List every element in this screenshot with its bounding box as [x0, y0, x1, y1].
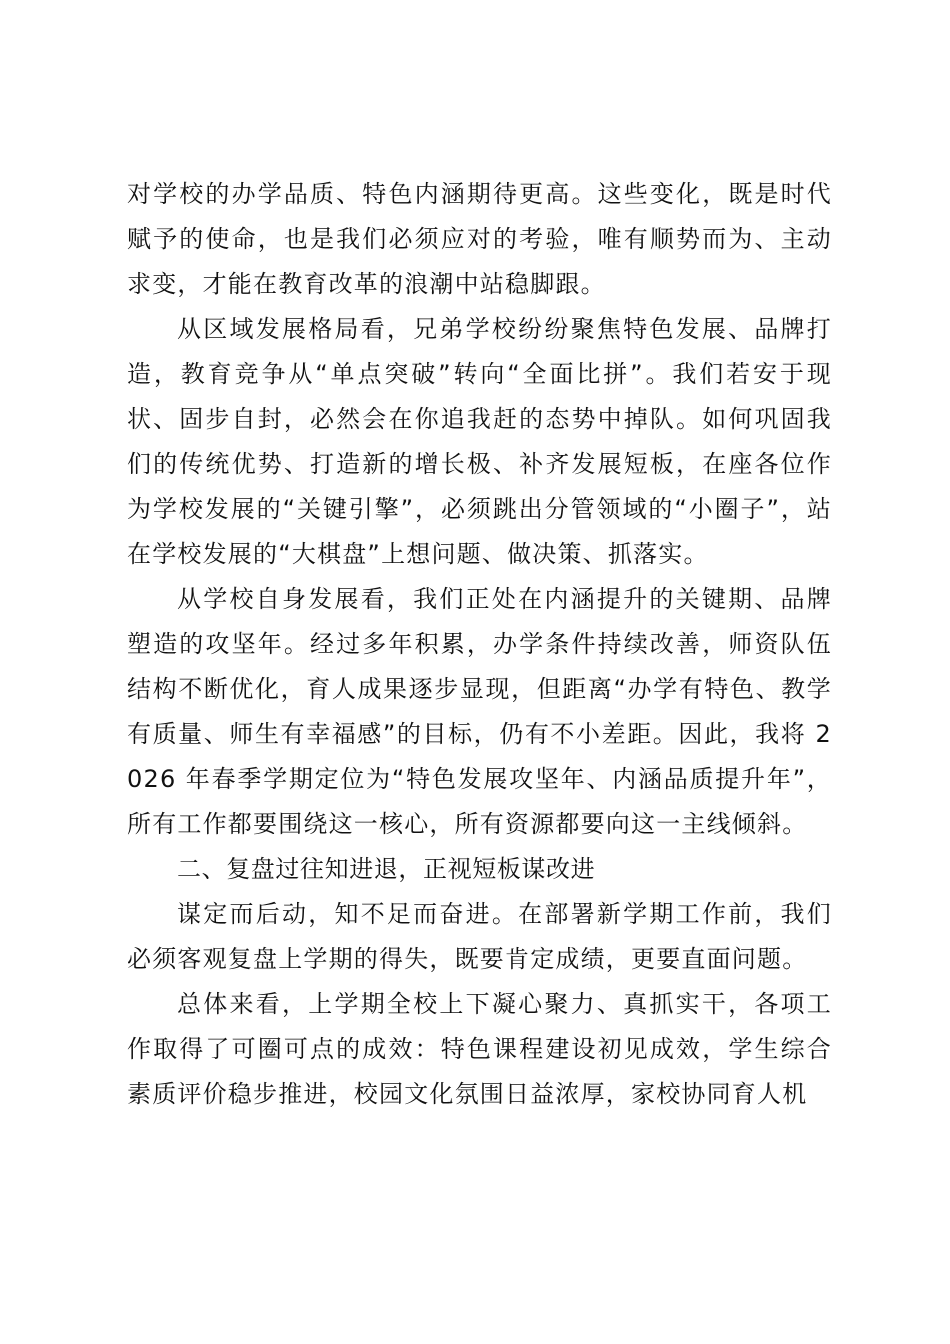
section-heading-review: 二、复盘过往知进退，正视短板谋改进	[177, 855, 596, 883]
paragraph-continuation: 对学校的办学品质、特色内涵期待更高。这些变化，既是时代赋予的使命，也是我们必须应对的考验，唯有顺势而为、主动求变，才能在教育改革的浪潮中站稳脚跟。	[127, 180, 832, 298]
paragraph-overall-summary: 总体来看，上学期全校上下凝心聚力、真抓实干，各项工作取得了可圈可点的成效：特色课程建设初见成效，学生综合素质评价稳步推进，校园文化氛围日益浓厚，家校协同育人机	[127, 990, 832, 1108]
paragraph-regional-development: 从区域发展格局看，兄弟学校纷纷聚焦特色发展、品牌打造，教育竞争从“单点突破”转向“全面比拼”。我们若安于现状、固步自封，必然会在你追我赶的态势中掉队。如何巩固我们的传统优势、打造新的增长极、补齐发展短板，在座各位作为学校发展的“关键引擎”，必须跳出分管领域的“小圈子”，站在学校发展的“大棋盘”上想问题、做决策、抓落实。	[127, 315, 832, 568]
document-body	[127, 172, 832, 1117]
paragraph-school-development: 从学校自身发展看，我们正处在内涵提升的关键期、品牌塑造的攻坚年。经过多年积累，办学条件持续改善，师资队伍结构不断优化，育人成果逐步显现，但距离“办学有特色、教学有质量、师生有幸福感”的目标，仍有不小差距。因此，我将 2026 年春季学期定位为“特色发展攻坚年、内涵品质提升年”，所有工作都要围绕这一核心，所有资源都要向这一主线倾斜。	[127, 585, 832, 838]
paragraph-review-intro: 谋定而后动，知不足而奋进。在部署新学期工作前，我们必须客观复盘上学期的得失，既要肯定成绩，更要直面问题。	[127, 900, 832, 973]
